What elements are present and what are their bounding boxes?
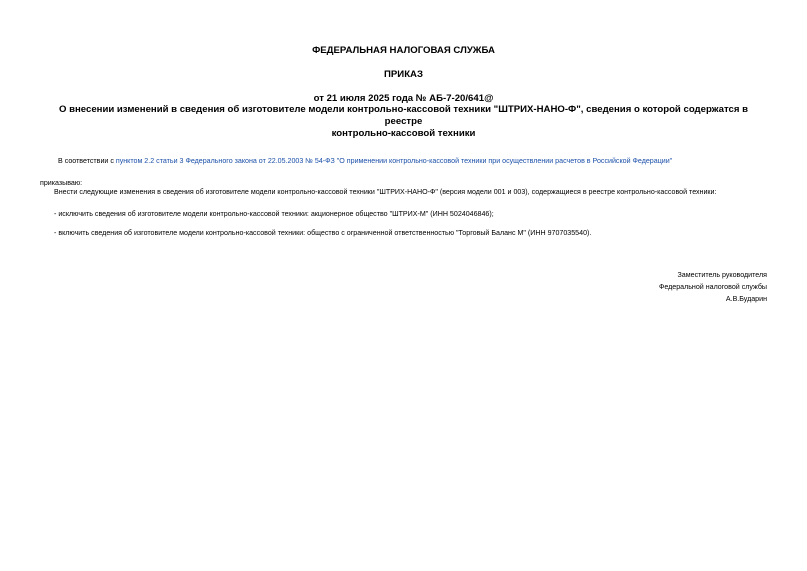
list-item-include: - включить сведения об изготовителе модели контрольно-кассовой техники: общество с ограниченной ответственностью "Торговый Баланс М" (ИНН 9707035540). [54,229,592,237]
agency-name: ФЕДЕРАЛЬНАЯ НАЛОГОВАЯ СЛУЖБА [312,45,495,56]
document-date-number: от 21 июля 2025 года № АБ-7-20/641@ [313,93,494,104]
order-word: приказываю: [40,179,83,187]
document-title [40,104,767,140]
document-type: ПРИКАЗ [384,69,423,80]
signatory-name: А.В.Бударин [725,295,767,303]
instruction-paragraph: Внести следующие изменения в сведения об изготовителе модели контрольно-кассовой техники "ШТРИХ-НАНО-Ф" (версия модели 001 и 003), содержащиеся в реестре контрольно-кассовой техники: [54,188,717,196]
signatory-position-line2: Федеральной налоговой службы [658,283,767,291]
preamble [58,157,672,166]
signatory-position-line1: Заместитель руководителя [677,271,767,279]
law-reference-link[interactable]: пунктом 2.2 статьи 3 Федерального закона от 22.05.2003 № 54-ФЗ "О применении контрольно-кассовой техники при осуществлении расчетов в Российской Федерации" [115,157,673,165]
document-title-line1: О внесении изменений в сведения об изготовителе модели контрольно-кассовой техники "ШТРИХ-НАНО-Ф", сведения о которой содержатся в реестре [58,104,749,127]
list-item-exclude: - исключить сведения об изготовителе модели контрольно-кассовой техники: акционерное общество "ШТРИХ-М" (ИНН 5024046846); [54,210,494,218]
preamble-prefix: В соответствии с [58,157,116,165]
document-title-line2: контрольно-кассовой техники [331,128,476,139]
